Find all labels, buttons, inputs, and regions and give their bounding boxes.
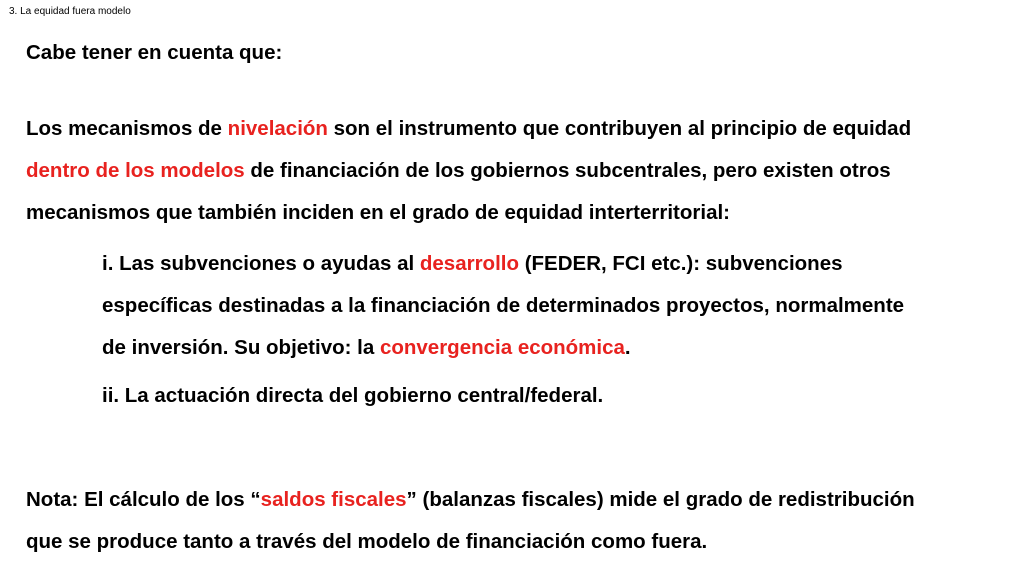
section-tag: 3. La equidad fuera modelo [9,6,131,17]
item1-line-3 [102,327,904,369]
note-text: ” (balanzas fiscales) mide el grado de redistribución [406,488,915,511]
intro-line-1 [26,108,911,150]
highlight-nivelacion: nivelación [227,117,328,140]
intro-text: Los mecanismos de [26,117,228,140]
item1-text: (FEDER, FCI etc.): subvenciones [519,252,843,275]
highlight-convergencia: convergencia económica [379,336,625,359]
note-text: Nota: El cálculo de los “ [26,488,261,511]
note-line-1 [26,479,915,521]
slide-heading: Cabe tener en cuenta que: [26,41,283,64]
list-item-i [102,243,904,369]
item1-text: . [624,336,631,359]
item2-line-1: ii. La actuación directa del gobierno central/federal. [102,384,604,407]
intro-text: de financiación de los gobiernos subcentrales, pero existen otros [244,159,891,182]
item1-line-1 [102,243,904,285]
highlight-dentro-modelos: dentro de los modelos [26,159,245,182]
note-line-2: que se produce tanto a través del modelo de financiación como fuera. [26,530,708,553]
item1-text: i. Las subvenciones o ayudas al [102,252,420,275]
intro-line-2 [26,150,911,192]
highlight-desarrollo: desarrollo [419,252,519,275]
note-paragraph [26,479,915,563]
intro-paragraph [26,108,911,234]
intro-text: son el instrumento que contribuyen al principio de equidad [327,117,912,140]
highlight-saldos-fiscales: saldos fiscales [260,488,407,511]
item1-text: de inversión. Su objetivo: la [102,336,380,359]
list-item-ii [102,375,603,417]
intro-line-3: mecanismos que también inciden en el grado de equidad interterritorial: [26,201,730,224]
item1-line-2: específicas destinadas a la financiación de determinados proyectos, normalmente [102,294,905,317]
